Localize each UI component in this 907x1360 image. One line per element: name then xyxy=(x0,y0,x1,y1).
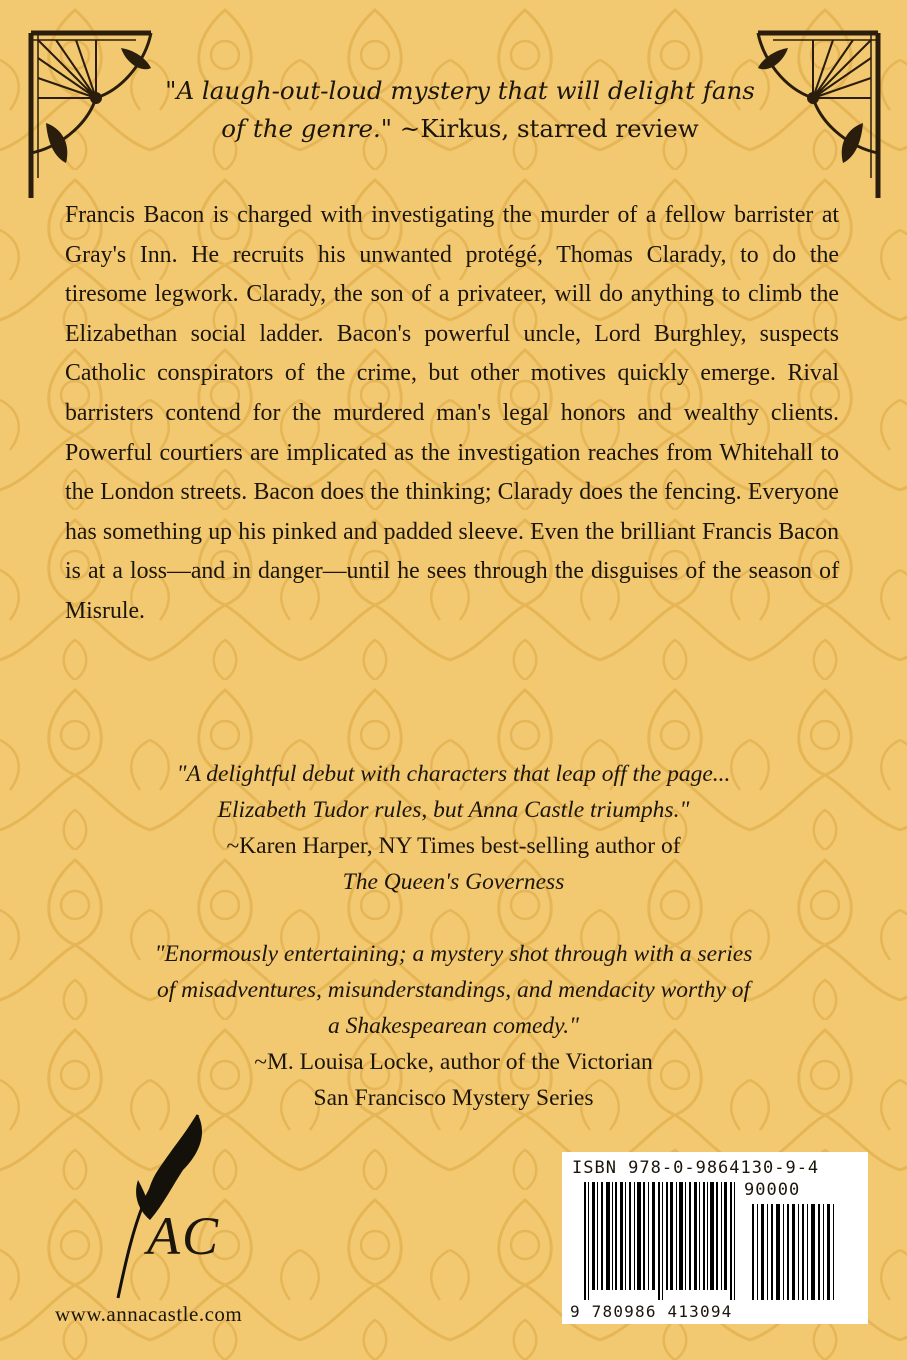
review-karen-harper xyxy=(40,756,867,900)
review2-quote-line3: a Shakespearean comedy." xyxy=(327,1013,580,1039)
review1-quote-line1: "A delightful debut with characters that leap off the page... xyxy=(176,761,731,787)
quill-icon xyxy=(88,1110,238,1300)
review-louisa-locke xyxy=(40,936,867,1116)
price-addon-code: 90000 xyxy=(744,1180,801,1200)
ean-barcode-bars xyxy=(582,1182,742,1300)
review2-attribution-line1: ~M. Louisa Locke, author of the Victorian xyxy=(254,1049,653,1075)
review1-book-title: The Queen's Governess xyxy=(342,869,565,895)
book-description: Francis Bacon is charged with investigating the murder of a fellow barrister at Gray's Inn. He recruits his unwanted protégé, Thomas Clarady, to do the tiresome legwork. Clarady, the son of a privateer, will do anything to climb the Elizabethan social ladder. Bacon's powerful uncle, Lord Burghley, suspects Catholic conspirators of the crime, but other motives quickly emerge. Rival barristers contend for the murdered man's legal honors and wealthy clients. Powerful courtiers are implicated as the investigation reaches from Whitehall to the London streets. Bacon does the thinking; Clarady does the fencing. Everyone has something up his pinked and padded sleeve. Even the brilliant Francis Bacon is at a loss—and in danger—until he sees through the disguises of the season of Misrule. xyxy=(65,202,839,624)
ean-digits: 9 780986 413094 xyxy=(570,1302,733,1321)
top-quote-attribution: ~Kirkus, starred review xyxy=(399,114,699,143)
isbn-barcode xyxy=(562,1152,868,1324)
review1-attribution: ~Karen Harper, NY Times best-selling author of xyxy=(226,833,681,859)
review2-quote-line1: "Enormously entertaining; a mystery shot through with a series xyxy=(154,941,753,967)
top-review-quote xyxy=(120,72,800,148)
isbn-number: ISBN 978-0-9864130-9-4 xyxy=(572,1158,820,1178)
review1-quote-line2: Elizabeth Tudor rules, but Anna Castle triumphs." xyxy=(217,797,690,823)
review2-quote-line2: of misadventures, misunderstandings, and mendacity worthy of xyxy=(156,977,751,1003)
top-quote-line2: of the genre." xyxy=(221,114,392,143)
review2-attribution-line2: San Francisco Mystery Series xyxy=(313,1085,594,1111)
addon-barcode-bars xyxy=(750,1204,836,1300)
logo-monogram: AC xyxy=(147,1206,221,1266)
author-website-link[interactable]: www.annacastle.com xyxy=(55,1302,243,1326)
top-quote-line1: "A laugh-out-loud mystery that will delight fans xyxy=(165,76,755,105)
